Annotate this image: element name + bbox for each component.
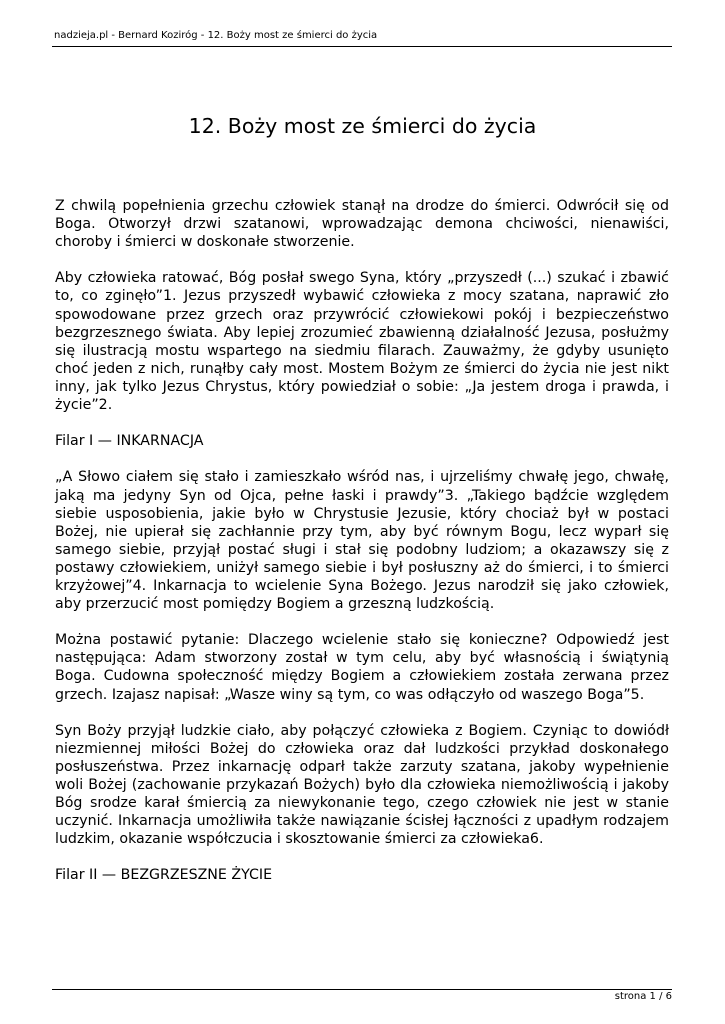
- document-body: [55, 197, 669, 903]
- document-title: 12. Boży most ze śmierci do życia: [188, 114, 537, 138]
- section-heading: Filar I — INKARNACJA: [55, 433, 204, 450]
- footer-divider: [52, 989, 672, 990]
- page-header: nadzieja.pl - Bernard Koziróg - 12. Boży most ze śmierci do życia: [54, 30, 378, 41]
- section-heading: Filar II — BEZGRZESZNE ŻYCIE: [55, 867, 273, 884]
- paragraph: Z chwilą popełnienia grzechu człowiek stanął na drodze do śmierci. Odwrócił się od Boga. Otworzył drzwi szatanowi, wprowadzając demona chciwości, nienawiści, choroby i śmierci w doskonałe stworzenie.: [55, 198, 669, 251]
- paragraph: Można postawić pytanie: Dlaczego wcielenie stało się konieczne? Odpowiedź jest następująca: Adam stworzony został w tym celu, aby być własnością i świątynią Boga. Cudowna społeczność między Bogiem a człowiekiem została zerwana przez grzech. Izajasz napisał: „Wasze winy są tym, co was odłączyło od waszego Boga”5.: [55, 632, 669, 703]
- page-number: strona 1 / 6: [614, 991, 672, 1002]
- paragraph: Syn Boży przyjął ludzkie ciało, aby połączyć człowieka z Bogiem. Czyniąc to dowiódł niezmiennej miłości Bożej do człowieka oraz dał ludzkości przykład doskonałego posłuszeństwa. Przez inkarnację odparł także zarzuty szatana, jakoby wypełnienie woli Bożej (zachowanie przykazań Bożych) było dla człowieka niemożliwością i jakoby Bóg srodze karał śmiercią za niewykonanie tego, czego człowiek nie jest w stanie uczynić. Inkarnacja umożliwiła także nawiązanie ścisłej łączności z upadłym rodzajem ludzkim, okazanie współczucia i skosztowanie śmierci za człowieka6.: [55, 722, 669, 848]
- paragraph: „A Słowo ciałem się stało i zamieszkało wśród nas, i ujrzeliśmy chwałę jego, chwałę, jaką ma jedyny Syn od Ojca, pełne łaski i prawdy”3. „Takiego bądźcie względem siebie usposobienia, jakie było w Chrystusie Jezusie, który chociaż był w postaci Bożej, nie upierał się zachłannie przy tym, aby być równym Bogu, lecz wyparł się samego siebie, przyjął postać sługi i stał się podobny ludziom; a okazawszy się z postawy człowiekiem, uniżył samego siebie i był posłuszny aż do śmierci, i to śmierci krzyżowej”4. Inkarnacja to wcielenie Syna Bożego. Jezus narodził się jako człowiek, aby przerzucić most pomiędzy Bogiem a grzeszną ludzkością.: [55, 469, 669, 613]
- header-divider: [52, 46, 672, 47]
- paragraph: Aby człowieka ratować, Bóg posłał swego Syna, który „przyszedł (...) szukać i zbawić to, co zginęło”1. Jezus przyszedł wybawić człowieka z mocy szatana, naprawić zło spowodowane przez grzech oraz przywrócić człowiekowi pokój i bezpieczeństwo bezgrzesznego świata. Aby lepiej zrozumieć zbawienną działalność Jezusa, posłużmy się ilustracją mostu wspartego na siedmiu filarach. Zauważmy, że gdyby usunięto choć jeden z nich, runąłby cały most. Mostem Bożym ze śmierci do życia nie jest nikt inny, jak tylko Jezus Chrystus, który powiedział o sobie: „Ja jestem droga i prawda, i życie”2.: [55, 270, 669, 414]
